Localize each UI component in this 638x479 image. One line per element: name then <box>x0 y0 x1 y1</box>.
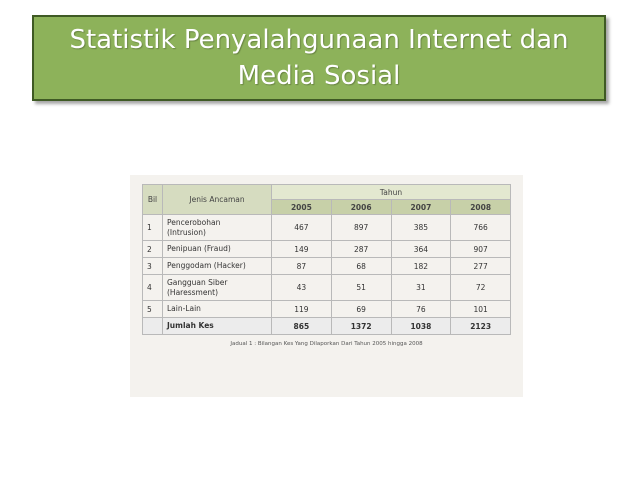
slide-title-box <box>32 15 606 101</box>
case-count: 182 <box>391 258 451 275</box>
table-row <box>143 301 511 318</box>
case-count: 467 <box>272 215 332 241</box>
case-count: 277 <box>451 258 511 275</box>
threat-type <box>163 215 272 241</box>
threat-type-name: Penipuan (Fraud) <box>163 241 272 258</box>
threat-type-name: Penggodam (Hacker) <box>163 258 272 275</box>
case-count: 87 <box>272 258 332 275</box>
total-count: 865 <box>272 318 332 335</box>
threat-type-english: (Haressment) <box>167 287 219 297</box>
statistics-table <box>142 184 511 335</box>
total-count: 1038 <box>391 318 451 335</box>
case-count: 364 <box>391 241 451 258</box>
case-count: 72 <box>451 275 511 301</box>
header-tahun: Tahun <box>272 185 511 200</box>
case-count: 287 <box>331 241 391 258</box>
total-count: 1372 <box>331 318 391 335</box>
slide-title-line-1: Statistik Penyalahgunaan Internet dan <box>69 25 569 55</box>
total-row-number <box>143 318 163 335</box>
row-number: 5 <box>143 301 163 318</box>
total-row <box>143 318 511 335</box>
header-year: 2008 <box>451 200 511 215</box>
header-year: 2007 <box>391 200 451 215</box>
total-count: 2123 <box>451 318 511 335</box>
case-count: 101 <box>451 301 511 318</box>
case-count: 69 <box>331 301 391 318</box>
statistics-table-image <box>130 175 523 397</box>
threat-type-name: Lain-Lain <box>163 301 272 318</box>
case-count: 43 <box>272 275 332 301</box>
row-number: 4 <box>143 275 163 301</box>
slide-title-line-2: Media Sosial <box>237 61 401 91</box>
case-count: 897 <box>331 215 391 241</box>
table-row <box>143 275 511 301</box>
threat-type <box>163 275 272 301</box>
table-row <box>143 241 511 258</box>
case-count: 385 <box>391 215 451 241</box>
header-bil: Bil <box>143 185 163 215</box>
case-count: 766 <box>451 215 511 241</box>
header-year: 2005 <box>272 200 332 215</box>
header-jenis-ancaman: Jenis Ancaman <box>163 185 272 215</box>
case-count: 907 <box>451 241 511 258</box>
header-year: 2006 <box>331 200 391 215</box>
case-count: 76 <box>391 301 451 318</box>
total-label: Jumlah Kes <box>163 318 272 335</box>
case-count: 31 <box>391 275 451 301</box>
case-count: 51 <box>331 275 391 301</box>
table-caption: Jadual 1 : Bilangan Kes Yang Dilaporkan Dari Tahun 2005 hingga 2008 <box>230 341 423 347</box>
row-number: 3 <box>143 258 163 275</box>
case-count: 68 <box>331 258 391 275</box>
threat-type-english: (Intrusion) <box>167 227 206 237</box>
row-number: 2 <box>143 241 163 258</box>
row-number: 1 <box>143 215 163 241</box>
table-row <box>143 258 511 275</box>
case-count: 149 <box>272 241 332 258</box>
threat-type-name: Gangguan Siber <box>167 277 228 287</box>
case-count: 119 <box>272 301 332 318</box>
table-row <box>143 215 511 241</box>
threat-type-name: Pencerobohan <box>167 217 221 227</box>
